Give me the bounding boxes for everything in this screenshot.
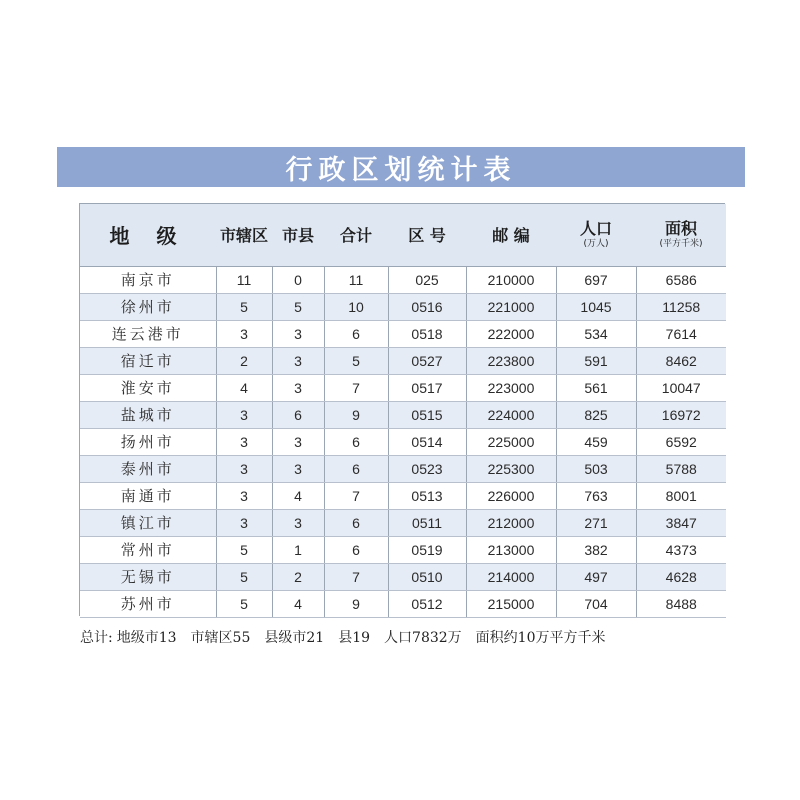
cell-postcode: 222000 bbox=[466, 320, 556, 347]
cell-area: 6592 bbox=[636, 428, 726, 455]
cell-districts: 3 bbox=[216, 401, 272, 428]
cell-area: 5788 bbox=[636, 455, 726, 482]
page-title: 行政区划统计表 bbox=[285, 154, 517, 186]
cell-total: 7 bbox=[324, 374, 388, 401]
header-area-unit: (平方千米) bbox=[659, 238, 703, 249]
header-population bbox=[556, 204, 636, 266]
cell-postcode: 223000 bbox=[466, 374, 556, 401]
cell-county-cities: 3 bbox=[272, 428, 324, 455]
cell-area-code: 0513 bbox=[388, 482, 466, 509]
table-row bbox=[80, 590, 726, 617]
cell-districts: 5 bbox=[216, 590, 272, 617]
table-row bbox=[80, 347, 726, 374]
cell-districts: 3 bbox=[216, 509, 272, 536]
cell-area-code: 0519 bbox=[388, 536, 466, 563]
cell-population: 763 bbox=[556, 482, 636, 509]
cell-area-code: 0511 bbox=[388, 509, 466, 536]
title-bar bbox=[57, 147, 745, 187]
table-row bbox=[80, 293, 726, 320]
cell-area: 4373 bbox=[636, 536, 726, 563]
cell-city: 南京市 bbox=[80, 266, 216, 293]
cell-city: 南通市 bbox=[80, 482, 216, 509]
cell-population: 697 bbox=[556, 266, 636, 293]
stats-table bbox=[80, 204, 726, 618]
cell-total: 6 bbox=[324, 536, 388, 563]
cell-area: 3847 bbox=[636, 509, 726, 536]
header-area-code: 区 号 bbox=[388, 204, 466, 266]
cell-area-code: 0517 bbox=[388, 374, 466, 401]
cell-county-cities: 3 bbox=[272, 509, 324, 536]
cell-total: 6 bbox=[324, 455, 388, 482]
cell-total: 7 bbox=[324, 563, 388, 590]
cell-population: 1045 bbox=[556, 293, 636, 320]
cell-area-code: 0523 bbox=[388, 455, 466, 482]
cell-city: 常州市 bbox=[80, 536, 216, 563]
table-row bbox=[80, 482, 726, 509]
header-county-cities: 市县 bbox=[272, 204, 324, 266]
cell-county-cities: 2 bbox=[272, 563, 324, 590]
cell-postcode: 223800 bbox=[466, 347, 556, 374]
cell-area-code: 0515 bbox=[388, 401, 466, 428]
header-postcode: 邮 编 bbox=[466, 204, 556, 266]
cell-total: 9 bbox=[324, 401, 388, 428]
cell-city: 宿迁市 bbox=[80, 347, 216, 374]
cell-total: 11 bbox=[324, 266, 388, 293]
cell-districts: 3 bbox=[216, 482, 272, 509]
cell-county-cities: 3 bbox=[272, 320, 324, 347]
cell-total: 5 bbox=[324, 347, 388, 374]
cell-area-code: 0510 bbox=[388, 563, 466, 590]
cell-postcode: 210000 bbox=[466, 266, 556, 293]
cell-population: 825 bbox=[556, 401, 636, 428]
cell-population: 382 bbox=[556, 536, 636, 563]
cell-area: 6586 bbox=[636, 266, 726, 293]
cell-districts: 5 bbox=[216, 563, 272, 590]
table-row bbox=[80, 536, 726, 563]
cell-city: 扬州市 bbox=[80, 428, 216, 455]
stats-table-container bbox=[79, 203, 725, 616]
cell-area-code: 025 bbox=[388, 266, 466, 293]
cell-area-code: 0516 bbox=[388, 293, 466, 320]
summary-area: 面积约10万平方千米 bbox=[475, 630, 606, 646]
cell-area: 8488 bbox=[636, 590, 726, 617]
cell-total: 6 bbox=[324, 509, 388, 536]
cell-postcode: 221000 bbox=[466, 293, 556, 320]
cell-postcode: 212000 bbox=[466, 509, 556, 536]
header-total: 合计 bbox=[324, 204, 388, 266]
cell-area: 16972 bbox=[636, 401, 726, 428]
table-row bbox=[80, 455, 726, 482]
cell-total: 6 bbox=[324, 428, 388, 455]
cell-city: 连云港市 bbox=[80, 320, 216, 347]
header-area-label: 面积 bbox=[664, 218, 697, 238]
cell-postcode: 225300 bbox=[466, 455, 556, 482]
cell-city: 苏州市 bbox=[80, 590, 216, 617]
cell-county-cities: 3 bbox=[272, 347, 324, 374]
table-row bbox=[80, 374, 726, 401]
summary-counties: 县19 bbox=[338, 630, 371, 646]
cell-districts: 5 bbox=[216, 293, 272, 320]
cell-county-cities: 6 bbox=[272, 401, 324, 428]
cell-area: 8001 bbox=[636, 482, 726, 509]
cell-county-cities: 3 bbox=[272, 455, 324, 482]
cell-total: 9 bbox=[324, 590, 388, 617]
cell-area: 8462 bbox=[636, 347, 726, 374]
cell-total: 6 bbox=[324, 320, 388, 347]
cell-county-cities: 5 bbox=[272, 293, 324, 320]
cell-postcode: 213000 bbox=[466, 536, 556, 563]
header-population-label: 人口 bbox=[579, 218, 612, 238]
cell-area-code: 0518 bbox=[388, 320, 466, 347]
cell-city: 泰州市 bbox=[80, 455, 216, 482]
cell-area-code: 0514 bbox=[388, 428, 466, 455]
cell-area: 10047 bbox=[636, 374, 726, 401]
table-row bbox=[80, 428, 726, 455]
cell-districts: 3 bbox=[216, 320, 272, 347]
cell-districts: 3 bbox=[216, 428, 272, 455]
table-row bbox=[80, 509, 726, 536]
cell-population: 459 bbox=[556, 428, 636, 455]
cell-population: 704 bbox=[556, 590, 636, 617]
cell-area-code: 0527 bbox=[388, 347, 466, 374]
cell-city: 盐城市 bbox=[80, 401, 216, 428]
summary-districts: 市辖区55 bbox=[190, 630, 251, 646]
header-population-unit: (万人) bbox=[583, 238, 609, 249]
cell-city: 无锡市 bbox=[80, 563, 216, 590]
cell-city: 徐州市 bbox=[80, 293, 216, 320]
cell-area: 11258 bbox=[636, 293, 726, 320]
cell-area: 7614 bbox=[636, 320, 726, 347]
cell-population: 534 bbox=[556, 320, 636, 347]
cell-population: 561 bbox=[556, 374, 636, 401]
cell-area: 4628 bbox=[636, 563, 726, 590]
table-row bbox=[80, 563, 726, 590]
cell-population: 591 bbox=[556, 347, 636, 374]
table-row bbox=[80, 401, 726, 428]
cell-districts: 4 bbox=[216, 374, 272, 401]
summary-line bbox=[80, 627, 620, 647]
summary-county-cities: 县级市21 bbox=[264, 630, 325, 646]
table-body bbox=[80, 266, 726, 617]
header-level: 地 级 bbox=[80, 204, 216, 266]
cell-population: 271 bbox=[556, 509, 636, 536]
cell-postcode: 214000 bbox=[466, 563, 556, 590]
cell-districts: 3 bbox=[216, 455, 272, 482]
summary-label: 总计: bbox=[80, 630, 113, 646]
header-districts: 市辖区 bbox=[216, 204, 272, 266]
cell-county-cities: 4 bbox=[272, 482, 324, 509]
cell-county-cities: 3 bbox=[272, 374, 324, 401]
cell-total: 10 bbox=[324, 293, 388, 320]
table-row bbox=[80, 320, 726, 347]
cell-county-cities: 0 bbox=[272, 266, 324, 293]
cell-total: 7 bbox=[324, 482, 388, 509]
cell-districts: 5 bbox=[216, 536, 272, 563]
cell-population: 503 bbox=[556, 455, 636, 482]
header-area bbox=[636, 204, 726, 266]
summary-prefecture: 地级市13 bbox=[116, 630, 177, 646]
cell-area-code: 0512 bbox=[388, 590, 466, 617]
table-row bbox=[80, 266, 726, 293]
cell-city: 淮安市 bbox=[80, 374, 216, 401]
cell-population: 497 bbox=[556, 563, 636, 590]
cell-districts: 2 bbox=[216, 347, 272, 374]
cell-postcode: 226000 bbox=[466, 482, 556, 509]
cell-postcode: 225000 bbox=[466, 428, 556, 455]
table-header-row bbox=[80, 204, 726, 266]
cell-county-cities: 1 bbox=[272, 536, 324, 563]
cell-districts: 11 bbox=[216, 266, 272, 293]
cell-postcode: 215000 bbox=[466, 590, 556, 617]
cell-postcode: 224000 bbox=[466, 401, 556, 428]
cell-city: 镇江市 bbox=[80, 509, 216, 536]
summary-population: 人口7832万 bbox=[384, 630, 462, 646]
cell-county-cities: 4 bbox=[272, 590, 324, 617]
